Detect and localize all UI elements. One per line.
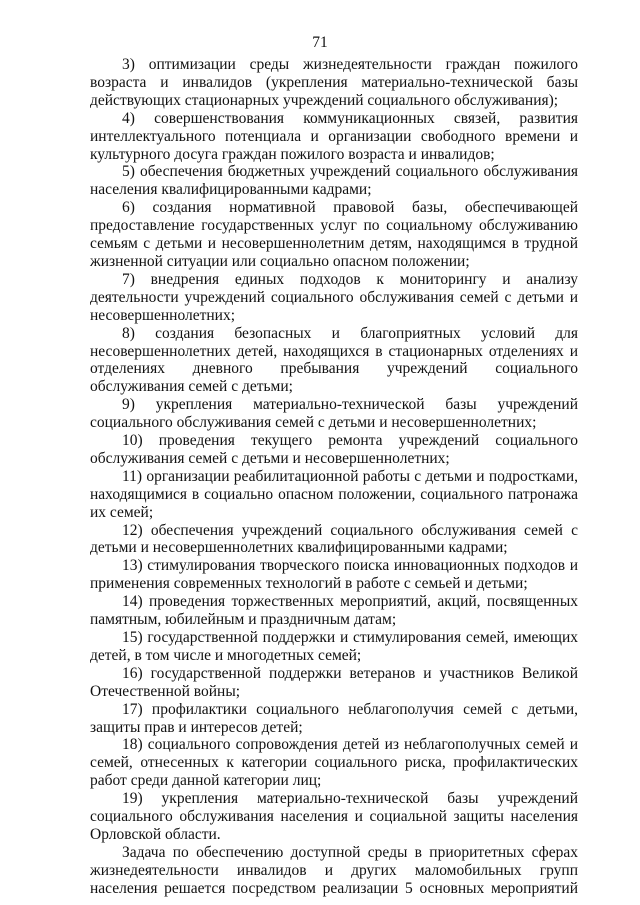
list-item-9: 9) укрепления материально-технической базы учреждений социального обслуживания семей с детьми и несовершеннолетних; xyxy=(90,396,578,432)
list-item-11: 11) организации реабилитационной работы с детьми и подростками, находящимися в социально опасном положении, социального патронажа их семей; xyxy=(90,467,578,521)
list-item-6: 6) создания нормативной правовой базы, обеспечивающей предоставление государственных услуг по социальному обслуживанию семьям с детьми и несовершеннолетним детям, находящимся в трудной жизненной ситуации или социально опасном положении; xyxy=(90,199,578,270)
list-item-13: 13) стимулирования творческого поиска инновационных подходов и применения современных технологий в работе с семьей и детьми; xyxy=(90,557,578,593)
list-item-17: 17) профилактики социального неблагополучия семей с детьми, защиты прав и интересов детей; xyxy=(90,700,578,736)
list-item-18: 18) социального сопровождения детей из неблагополучных семей и семей, отнесенных к категории социального риска, профилактических работ среди данной категории лиц; xyxy=(90,736,578,790)
list-item-16: 16) государственной поддержки ветеранов и участников Великой Отечественной войны; xyxy=(90,664,578,700)
list-item-12: 12) обеспечения учреждений социального обслуживания семей с детьми и несовершеннолетних квалифицированными кадрами; xyxy=(90,521,578,557)
list-item-8: 8) создания безопасных и благоприятных условий для несовершеннолетних детей, находящихся в стационарных отделениях и отделениях дневного пребывания учреждений социального обслуживания семей с детьми; xyxy=(90,324,578,396)
page-number: 71 xyxy=(312,34,328,51)
document-body xyxy=(90,56,578,898)
list-item-5: 5) обеспечения бюджетных учреждений социального обслуживания населения квалифицированными кадрами; xyxy=(90,163,578,199)
list-item-4: 4) совершенствования коммуникационных связей, развития интеллектуального потенциала и организации свободного времени и культурного досуга граждан пожилого возраста и инвалидов; xyxy=(90,109,578,163)
list-item-14: 14) проведения торжественных мероприятий, акций, посвященных памятным, юбилейным и праздничным датам; xyxy=(90,593,578,629)
closing-paragraph: Задача по обеспечению доступной среды в приоритетных сферах жизнедеятельности инвалидов и других маломобильных групп населения решается посредством реализации 5 основных мероприятий xyxy=(90,843,578,897)
list-item-10: 10) проведения текущего ремонта учреждений социального обслуживания семей с детьми и несовершеннолетних; xyxy=(90,432,578,467)
list-item-7: 7) внедрения единых подходов к мониторингу и анализу деятельности учреждений социального обслуживания семей с детьми и несовершеннолетних; xyxy=(90,270,578,324)
list-item-19: 19) укрепления материально-технической базы учреждений социального обслуживания населения и социальной защиты населения Орловской области. xyxy=(90,790,578,843)
list-item-15: 15) государственной поддержки и стимулирования семей, имеющих детей, в том числе и многодетных семей; xyxy=(90,629,578,664)
list-item-3: 3) оптимизации среды жизнедеятельности граждан пожилого возраста и инвалидов (укрепления материально-технической базы действующих стационарных учреждений социального обслуживания); xyxy=(90,56,578,109)
